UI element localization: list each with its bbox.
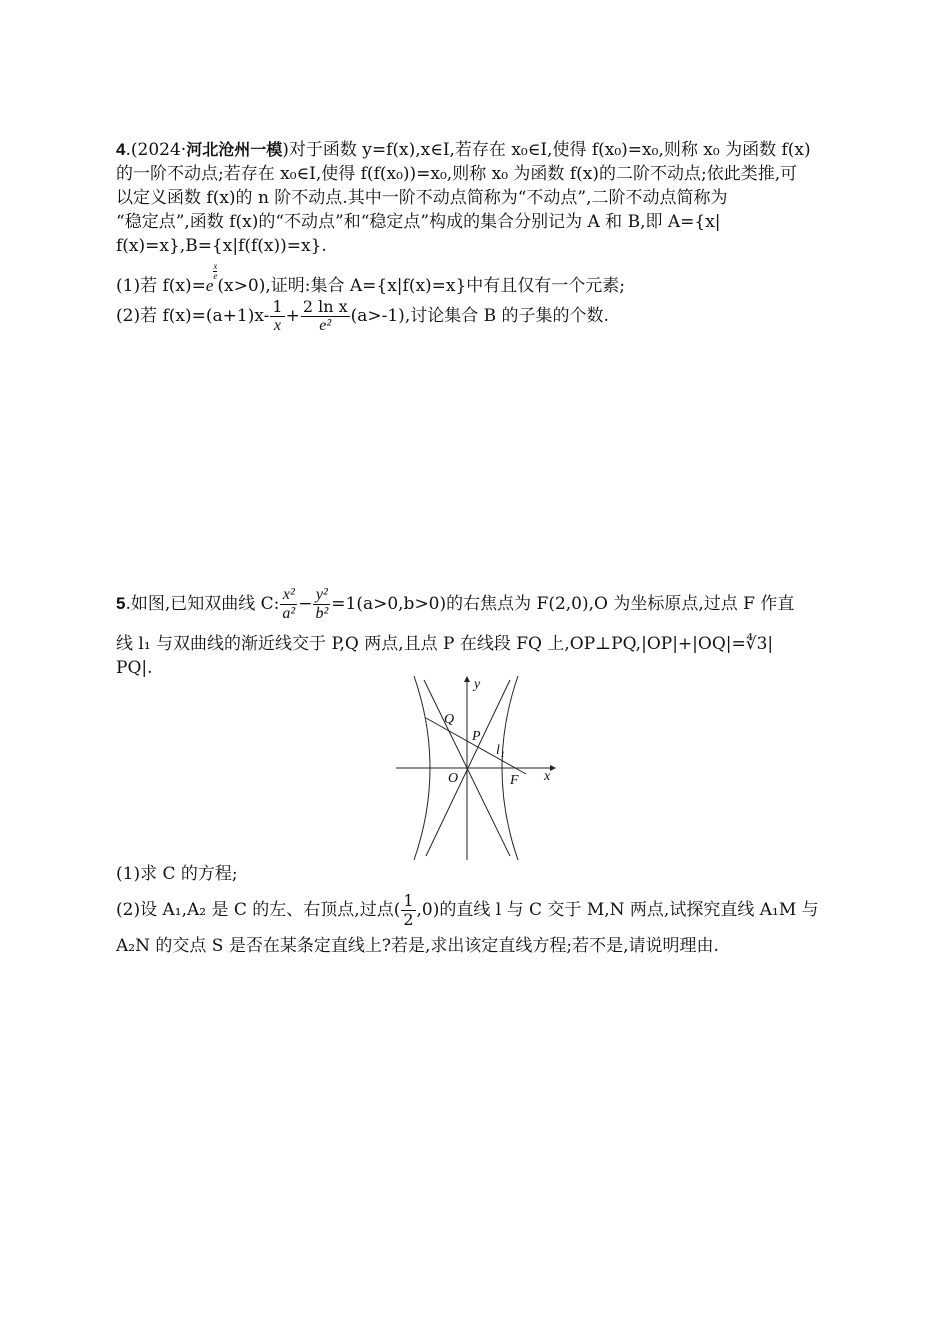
fraction-numerator: x²	[280, 586, 297, 605]
source-open: .(	[125, 140, 138, 160]
label-F: F	[510, 773, 519, 788]
problem4-line1	[116, 138, 811, 162]
intro-b: =1(a>0,b>0)的右焦点为 F(2,0),O 为坐标原点,过点 F 作直	[331, 594, 795, 614]
label-l1: l₁	[496, 743, 505, 758]
minus-sign: −	[298, 594, 313, 614]
fraction-denominator: 2	[403, 910, 414, 929]
problem4-text: 对于函数 y=f(x),x∈I,若存在 x₀∈I,使得 f(x₀)=x₀,则称 x₀ 为函数 f(x)	[288, 140, 811, 160]
fraction-denominator: a²	[282, 605, 296, 622]
problem4-line3: 以定义函数 f(x)的 n 阶不动点.其中一阶不动点简称为“不动点”,二阶不动点简称为	[116, 188, 728, 208]
plus-sign: +	[285, 306, 300, 326]
problem4-line4: “稳定点”,函数 f(x)的“不动点”和“稳定点”构成的集合分别记为 A 和 B,即 A={x|	[116, 212, 721, 232]
problem5-line3: PQ|.	[116, 658, 153, 678]
fraction-numerator: 1	[403, 891, 414, 910]
fraction-denominator: x	[273, 317, 282, 334]
problem4-part1	[116, 262, 625, 298]
part2-prefix: (2)若 f(x)=(a+1)x-	[116, 306, 270, 326]
fraction-numerator: 1	[272, 297, 283, 316]
line-l1	[426, 718, 526, 774]
problem5-number: 5	[116, 594, 126, 613]
fraction-y2-over-b2	[313, 586, 330, 623]
fraction-one-half	[401, 892, 415, 929]
problem4-line2: 的一阶不动点;若存在 x₀∈I,使得 f(f(x₀))=x₀,则称 x₀ 为函数 f(x)的二阶不动点;依此类推,可	[116, 164, 798, 184]
fraction-numerator: y²	[313, 586, 330, 605]
part2-a: (2)设 A₁,A₂ 是 C 的左、右顶点,过点(	[116, 900, 401, 920]
problem4-line5: f(x)=x},B={x|f(f(x))=x}.	[116, 236, 327, 256]
label-y: y	[474, 677, 481, 692]
fraction-denominator: b²	[315, 605, 329, 622]
x-axis-arrow	[550, 765, 556, 771]
intro-a: .如图,已知双曲线 C:	[125, 594, 280, 614]
problem4-source: 河北沧州一模	[186, 140, 283, 159]
problem5-line1	[116, 584, 794, 624]
problem4-number: 4	[116, 140, 126, 159]
source-year: 2024·	[137, 140, 187, 160]
hyperbola-figure	[390, 674, 560, 864]
fraction-x2-over-a2	[280, 586, 297, 623]
source-close: )	[282, 140, 289, 160]
exponent-numerator: x	[213, 261, 218, 271]
part2-b: ,0)的直线 l 与 C 交于 M,N 两点,试探究直线 A₁M 与	[416, 900, 819, 920]
part2-suffix: (a>-1),讨论集合 B 的子集的个数.	[350, 306, 609, 326]
fraction-2lnx-over-e2	[301, 298, 350, 335]
problem5-line2: 线 l₁ 与双曲线的渐近线交于 P,Q 两点,且点 P 在线段 FQ 上,OP⊥PQ,|OP|+|OQ|=∜3|	[116, 634, 774, 654]
label-Q: Q	[444, 712, 455, 727]
y-axis-arrow	[464, 676, 470, 682]
label-x: x	[544, 769, 551, 784]
problem5-part2-line2: A₂N 的交点 S 是否在某条定直线上?若是,求出该定直线方程;若不是,请说明理由.	[116, 936, 719, 956]
fraction-denominator: e²	[319, 317, 332, 334]
label-O: O	[448, 771, 459, 786]
part1-prefix: (1)若 f(x)=	[116, 276, 206, 296]
fraction-numerator: 2 ln x	[302, 297, 348, 316]
exponent-denominator: e	[213, 271, 218, 281]
label-P: P	[472, 729, 481, 744]
exp-base: e	[205, 276, 214, 295]
part1-suffix: (x>0),证明:集合 A={x|f(x)=x}中有且仅有一个元素;	[217, 276, 626, 296]
problem5-part2-line1	[116, 890, 819, 930]
fraction-one-over-x	[270, 298, 284, 335]
problem4-part2	[116, 298, 609, 335]
problem5-part1: (1)求 C 的方程;	[116, 864, 238, 884]
